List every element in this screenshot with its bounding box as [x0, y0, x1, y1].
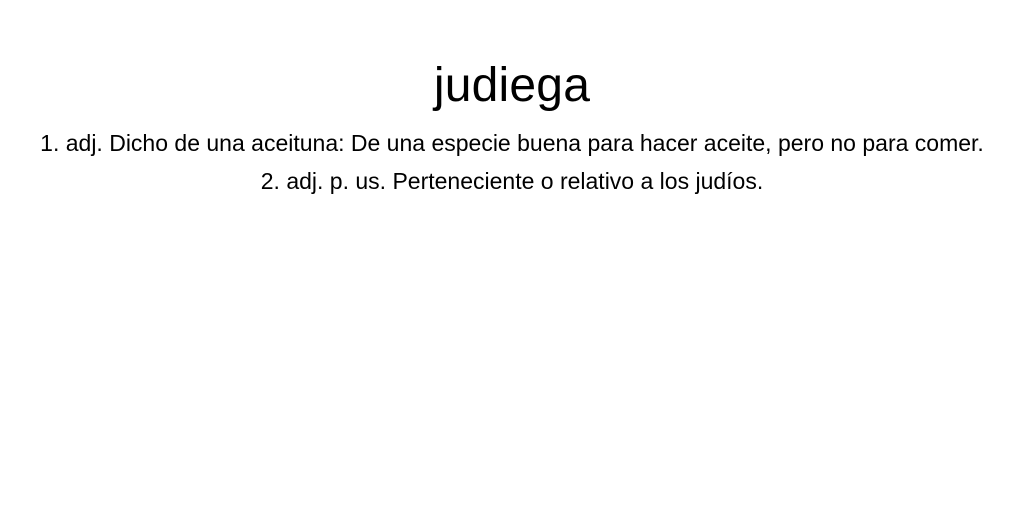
- definition-2: 2. adj. p. us. Perteneciente o relativo a los judíos.: [260, 168, 764, 194]
- definition-1: 1. adj. Dicho de una aceituna: De una especie buena para hacer aceite, pero no para comer.: [40, 130, 984, 156]
- definition-list: [40, 124, 984, 200]
- headword: judiega: [433, 59, 591, 112]
